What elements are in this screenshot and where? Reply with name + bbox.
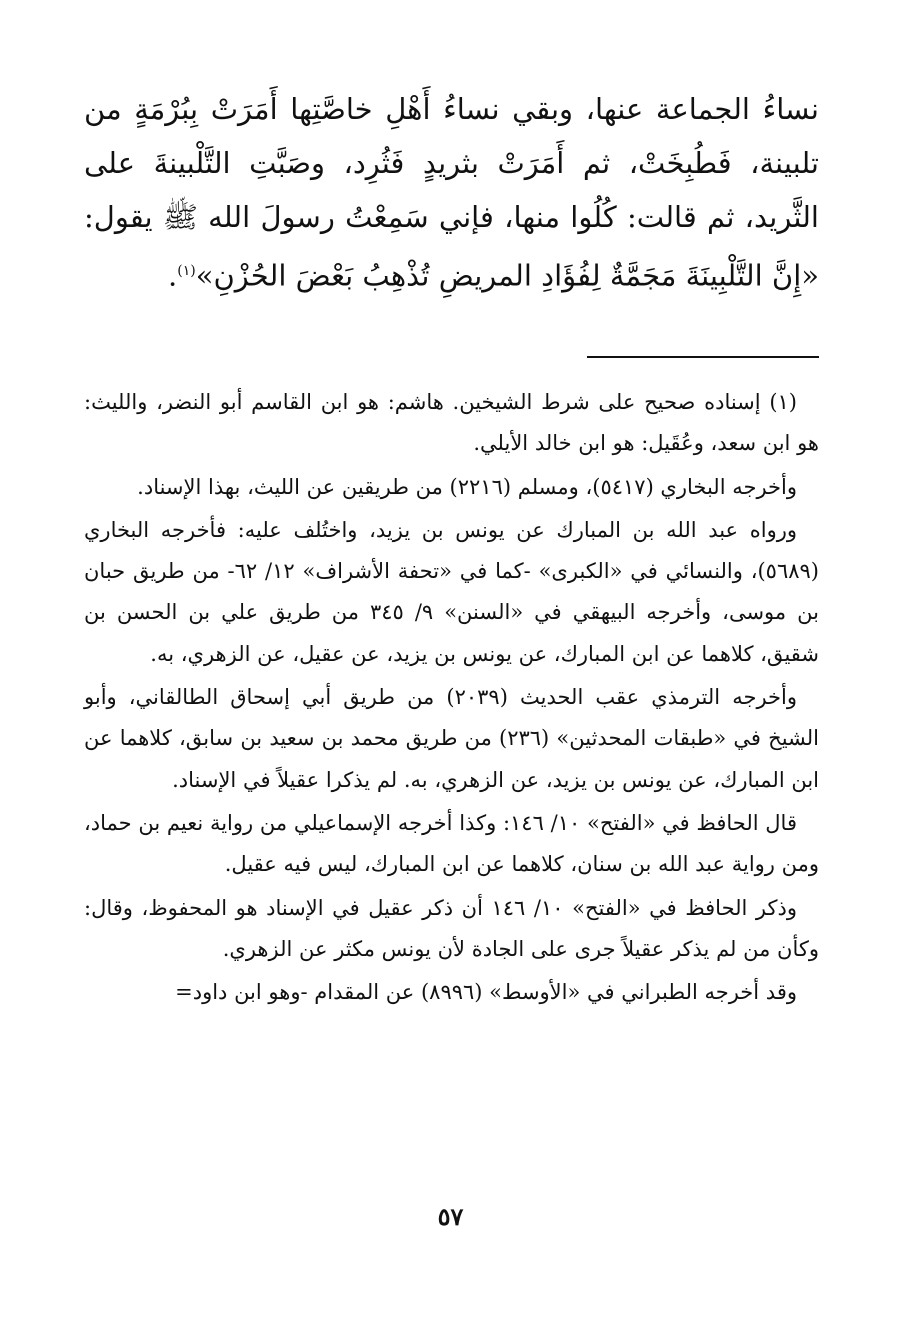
page-number: ٥٧ [437, 1202, 464, 1231]
footnote-paragraph: وقد أخرجه الطبراني في «الأوسط» (٨٩٩٦) عن المقدام -وهو ابن داود= [175, 980, 797, 1005]
footnote-paragraph: وأخرجه البخاري (٥٤١٧)، ومسلم (٢٢١٦) من طريقين عن الليث، بهذا الإسناد. [137, 474, 797, 499]
footnote-paragraph: قال الحافظ في «الفتح» ١٠/ ١٤٦: وكذا أخرجه الإسماعيلي من رواية نعيم بن حماد، ومن رواية عبد الله بن سنان، كلاهما عن ابن المبارك، ليس فيه عقيل. [84, 810, 819, 877]
footnote-marker: (١) [177, 263, 196, 279]
footnote-paragraph: وأخرجه الترمذي عقب الحديث (٢٠٣٩) من طريق أبي إسحاق الطالقاني، وأبو الشيخ في «طبقات المحدثين» (٢٣٦) من طريق محمد بن سعيد بن سابق، كلاهما عن ابن المبارك، عن يونس بن يزيد، عن الزهري، به. لم يذكرا عقيلاً في الإسناد. [84, 685, 820, 792]
footnotes-block [84, 382, 819, 1015]
main-paragraph [84, 82, 819, 303]
main-text-block [84, 82, 819, 303]
footnote-paragraph: ورواه عبد الله بن المبارك عن يونس بن يزيد، واختُلف عليه: فأخرجه البخاري (٥٦٨٩)، والنسائي في «الكبرى» -كما في «تحفة الأشراف» ١٢/ ٦٢- من طريق حبان بن موسى، وأخرجه البيهقي في «السنن» ٩/ ٣٤٥ من طريق علي بن الحسن بن شقيق، كلاهما عن ابن المبارك، عن يونس بن يزيد، عن عقيل، عن الزهري، به. [84, 517, 819, 666]
hadith-text: نساءُ الجماعة عنها، وبقي نساءُ أَهْلِ خاصَّتِها أَمَرَتْ بِبُرْمَةٍ من تلبينة، فَطُبِخَتْ، ثم أَمَرَتْ بثريدٍ فَثُرِد، وصَبَّتِ التَّلْبينةَ على الثَّريد، ثم قالت: كُلُوا منها، فإني سَمِعْتُ رسولَ الله ﷺ يقول: «إِنَّ التَّلْبِينَةَ مَجَمَّةٌ لِفُؤَادِ المريضِ تُذْهِبُ بَعْضَ الحُزْنِ» [84, 92, 819, 293]
footnote-paragraph: وذكر الحافظ في «الفتح» ١٠/ ١٤٦ أن ذكر عقيل في الإسناد هو المحفوظ، وقال: وكأن من لم يذكر عقيلاً جرى على الجادة لأن يونس مكثر عن الزهري. [84, 895, 819, 961]
end-punctuation: . [168, 258, 178, 293]
footnote-paragraph: (١) إسناده صحيح على شرط الشيخين. هاشم: هو ابن القاسم أبو النضر، والليث: هو ابن سعد، وعُقَيل: هو ابن خالد الأيلي. [84, 390, 819, 456]
footnote-separator [587, 356, 819, 358]
